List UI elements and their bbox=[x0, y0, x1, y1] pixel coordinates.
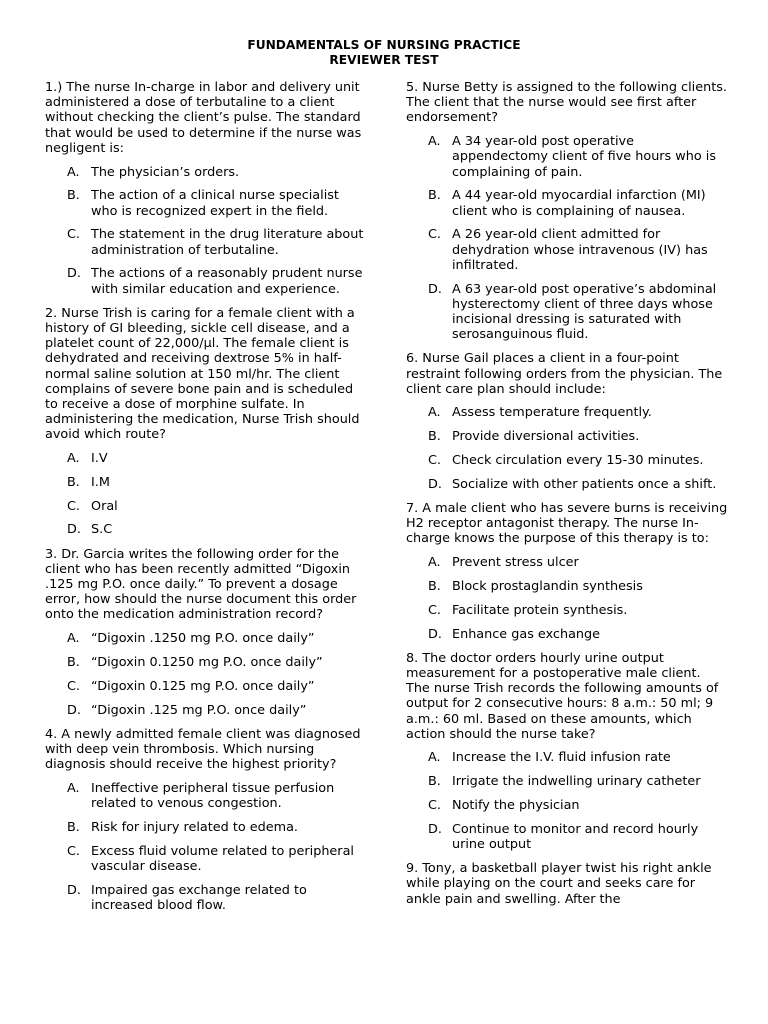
question-item bbox=[406, 861, 728, 907]
option-letter: D. bbox=[428, 476, 442, 492]
answer-option bbox=[406, 227, 728, 273]
option-text: “Digoxin 0.1250 mg P.O. once daily” bbox=[91, 654, 323, 670]
answer-option bbox=[45, 655, 365, 670]
option-letter: D. bbox=[67, 702, 81, 718]
option-text: Prevent stress ulcer bbox=[452, 555, 579, 571]
document-subtitle: REVIEWER TEST bbox=[329, 53, 439, 67]
question-item bbox=[45, 547, 365, 718]
question-stem: 2. Nurse Trish is caring for a female client with a history of GI bleeding, sickle cell disease, and a platelet count of 22,000/µl. The female client is dehydrated and receiving dextrose 5% in half-normal saline solution at 150 ml/hr. The client complains of severe bone pain and is scheduled to receive a dose of morphine sulfate. In administering the medication, Nurse Trish should avoid which route? bbox=[45, 305, 360, 443]
right-column bbox=[406, 80, 728, 916]
question-item bbox=[45, 306, 365, 538]
left-column bbox=[45, 80, 365, 922]
option-letter: A. bbox=[67, 164, 80, 180]
question-stem: 4. A newly admitted female client was diagnosed with deep vein thrombosis. Which nursing diagnosis should receive the highest priority? bbox=[45, 726, 361, 773]
answer-option bbox=[45, 781, 365, 811]
option-letter: A. bbox=[67, 780, 80, 796]
answer-option bbox=[406, 555, 728, 570]
answer-option bbox=[45, 266, 365, 296]
answer-options bbox=[45, 165, 365, 297]
option-text: A 44 year-old myocardial infarction (MI) client who is complaining of nausea. bbox=[452, 188, 706, 219]
option-text: A 26 year-old client admitted for dehydration whose intravenous (IV) has infiltrated. bbox=[452, 227, 708, 273]
answer-option bbox=[45, 703, 365, 718]
option-letter: A. bbox=[428, 555, 441, 571]
answer-option bbox=[45, 188, 365, 218]
option-letter: A. bbox=[428, 750, 441, 766]
answer-option bbox=[45, 631, 365, 646]
option-text: “Digoxin .125 mg P.O. once daily” bbox=[91, 702, 307, 718]
answer-options bbox=[45, 451, 365, 538]
option-letter: B. bbox=[67, 819, 80, 835]
option-text: Notify the physician bbox=[452, 798, 580, 814]
option-text: The physician’s orders. bbox=[91, 164, 240, 180]
answer-option bbox=[45, 227, 365, 257]
option-letter: B. bbox=[67, 188, 80, 204]
option-text: Increase the I.V. fluid infusion rate bbox=[452, 750, 671, 766]
answer-option bbox=[406, 134, 728, 180]
option-text: Risk for injury related to edema. bbox=[91, 819, 298, 835]
option-text: Enhance gas exchange bbox=[452, 626, 601, 642]
option-letter: B. bbox=[67, 654, 80, 670]
option-letter: D. bbox=[67, 266, 81, 282]
question-stem: 3. Dr. Garcia writes the following order for the client who has been recently admitted “Digoxin .125 mg P.O. once daily.” To prevent a dosage error, how should the nurse document this order onto the medication administration record? bbox=[45, 546, 357, 623]
answer-options bbox=[45, 781, 365, 913]
answer-options bbox=[406, 750, 728, 852]
option-letter: C. bbox=[67, 843, 81, 859]
answer-option bbox=[406, 627, 728, 642]
answer-option bbox=[45, 499, 365, 514]
option-letter: C. bbox=[428, 798, 442, 814]
option-text: A 34 year-old post operative appendectomy client of five hours who is complaining of pain. bbox=[452, 134, 716, 180]
question-stem: 7. A male client who has severe burns is receiving H2 receptor antagonist therapy. The nurse In-charge knows the purpose of this therapy is to: bbox=[406, 501, 728, 547]
option-letter: A. bbox=[67, 451, 80, 467]
option-text: Excess fluid volume related to peripheral vascular disease. bbox=[91, 843, 354, 874]
option-text: Irrigate the indwelling urinary catheter bbox=[452, 774, 701, 790]
answer-option bbox=[406, 429, 728, 444]
option-letter: C. bbox=[428, 227, 442, 243]
option-text: Oral bbox=[91, 498, 118, 514]
option-letter: C. bbox=[428, 602, 442, 618]
option-text: Check circulation every 15-30 minutes. bbox=[452, 453, 704, 469]
option-letter: B. bbox=[67, 474, 80, 490]
option-letter: C. bbox=[67, 227, 81, 243]
question-item bbox=[45, 727, 365, 913]
option-text: The actions of a reasonably prudent nurse with similar education and experience. bbox=[91, 266, 363, 297]
answer-options bbox=[406, 555, 728, 642]
option-letter: D. bbox=[428, 626, 442, 642]
option-text: Continue to monitor and record hourly urine output bbox=[452, 821, 699, 853]
option-letter: A. bbox=[67, 631, 80, 647]
question-stem: 5. Nurse Betty is assigned to the following clients. The client that the nurse would see first after endorsement? bbox=[406, 80, 727, 126]
option-letter: A. bbox=[428, 134, 441, 150]
answer-option bbox=[406, 188, 728, 218]
question-item bbox=[406, 651, 728, 853]
answer-option bbox=[45, 883, 365, 913]
option-letter: C. bbox=[67, 498, 81, 514]
answer-option bbox=[45, 475, 365, 490]
answer-option bbox=[406, 453, 728, 468]
question-stem: 1.) The nurse In-charge in labor and delivery unit administered a dose of terbutaline to a client without checking the client’s pulse. The standard that would be used to determine if the nurse was negligent is: bbox=[45, 80, 362, 156]
answer-option bbox=[45, 820, 365, 835]
answer-option bbox=[406, 405, 728, 420]
question-item bbox=[406, 80, 728, 342]
option-letter: C. bbox=[67, 678, 81, 694]
question-stem: 8. The doctor orders hourly urine output measurement for a postoperative male client. The nurse Trish records the following amounts of output for 2 consecutive hours: 8 a.m.: 50 ml; 9 a.m.: 60 ml. Based on these amounts, which action should the nurse take? bbox=[406, 650, 719, 742]
option-letter: B. bbox=[428, 774, 441, 790]
question-stem: 6. Nurse Gail places a client in a four-point restraint following orders from the physician. The client care plan should include: bbox=[406, 351, 723, 397]
question-item bbox=[45, 80, 365, 297]
answer-option bbox=[45, 844, 365, 874]
option-letter: B. bbox=[428, 429, 441, 445]
option-letter: D. bbox=[67, 882, 81, 898]
option-text: S.C bbox=[91, 522, 113, 538]
answer-option bbox=[406, 477, 728, 492]
option-letter: B. bbox=[428, 578, 441, 594]
option-letter: C. bbox=[428, 453, 442, 469]
answer-option bbox=[45, 679, 365, 694]
answer-option bbox=[406, 603, 728, 618]
answer-option bbox=[406, 798, 728, 813]
question-stem: 9. Tony, a basketball player twist his right ankle while playing on the court and seeks care for ankle pain and swelling. After the bbox=[406, 861, 712, 907]
option-text: I.V bbox=[91, 451, 108, 467]
option-text: Impaired gas exchange related to increased blood flow. bbox=[91, 882, 307, 913]
option-letter: D. bbox=[428, 821, 442, 837]
option-text: Block prostaglandin synthesis bbox=[452, 578, 643, 594]
option-text: Assess temperature frequently. bbox=[452, 405, 652, 421]
answer-option bbox=[406, 579, 728, 594]
answer-options bbox=[406, 405, 728, 492]
option-text: The statement in the drug literature about administration of terbutaline. bbox=[91, 227, 364, 258]
answer-option bbox=[406, 822, 728, 852]
answer-option bbox=[406, 750, 728, 765]
option-letter: A. bbox=[428, 405, 441, 421]
answer-option bbox=[406, 774, 728, 789]
option-text: A 63 year-old post operative’s abdominal hysterectomy client of three days whose incisional dressing is saturated with serosanguinous fluid. bbox=[452, 281, 717, 343]
option-text: Socialize with other patients once a shift. bbox=[452, 476, 717, 492]
option-text: “Digoxin .1250 mg P.O. once daily” bbox=[91, 631, 315, 647]
answer-option bbox=[45, 165, 365, 180]
option-letter: D. bbox=[428, 281, 442, 297]
option-text: Ineffective peripheral tissue perfusion related to venous congestion. bbox=[91, 780, 335, 812]
option-letter: D. bbox=[67, 522, 81, 538]
option-text: The action of a clinical nurse specialist who is recognized expert in the field. bbox=[91, 188, 339, 219]
answer-options bbox=[406, 134, 728, 342]
option-text: “Digoxin 0.125 mg P.O. once daily” bbox=[91, 678, 315, 694]
answer-option bbox=[45, 451, 365, 466]
document-title: FUNDAMENTALS OF NURSING PRACTICE bbox=[247, 38, 521, 52]
option-letter: B. bbox=[428, 188, 441, 204]
answer-options bbox=[45, 631, 365, 718]
answer-option bbox=[45, 522, 365, 537]
option-text: I.M bbox=[91, 474, 110, 490]
option-text: Facilitate protein synthesis. bbox=[452, 602, 628, 618]
question-item bbox=[406, 351, 728, 492]
option-text: Provide diversional activities. bbox=[452, 429, 640, 445]
answer-option bbox=[406, 282, 728, 343]
question-item bbox=[406, 501, 728, 642]
